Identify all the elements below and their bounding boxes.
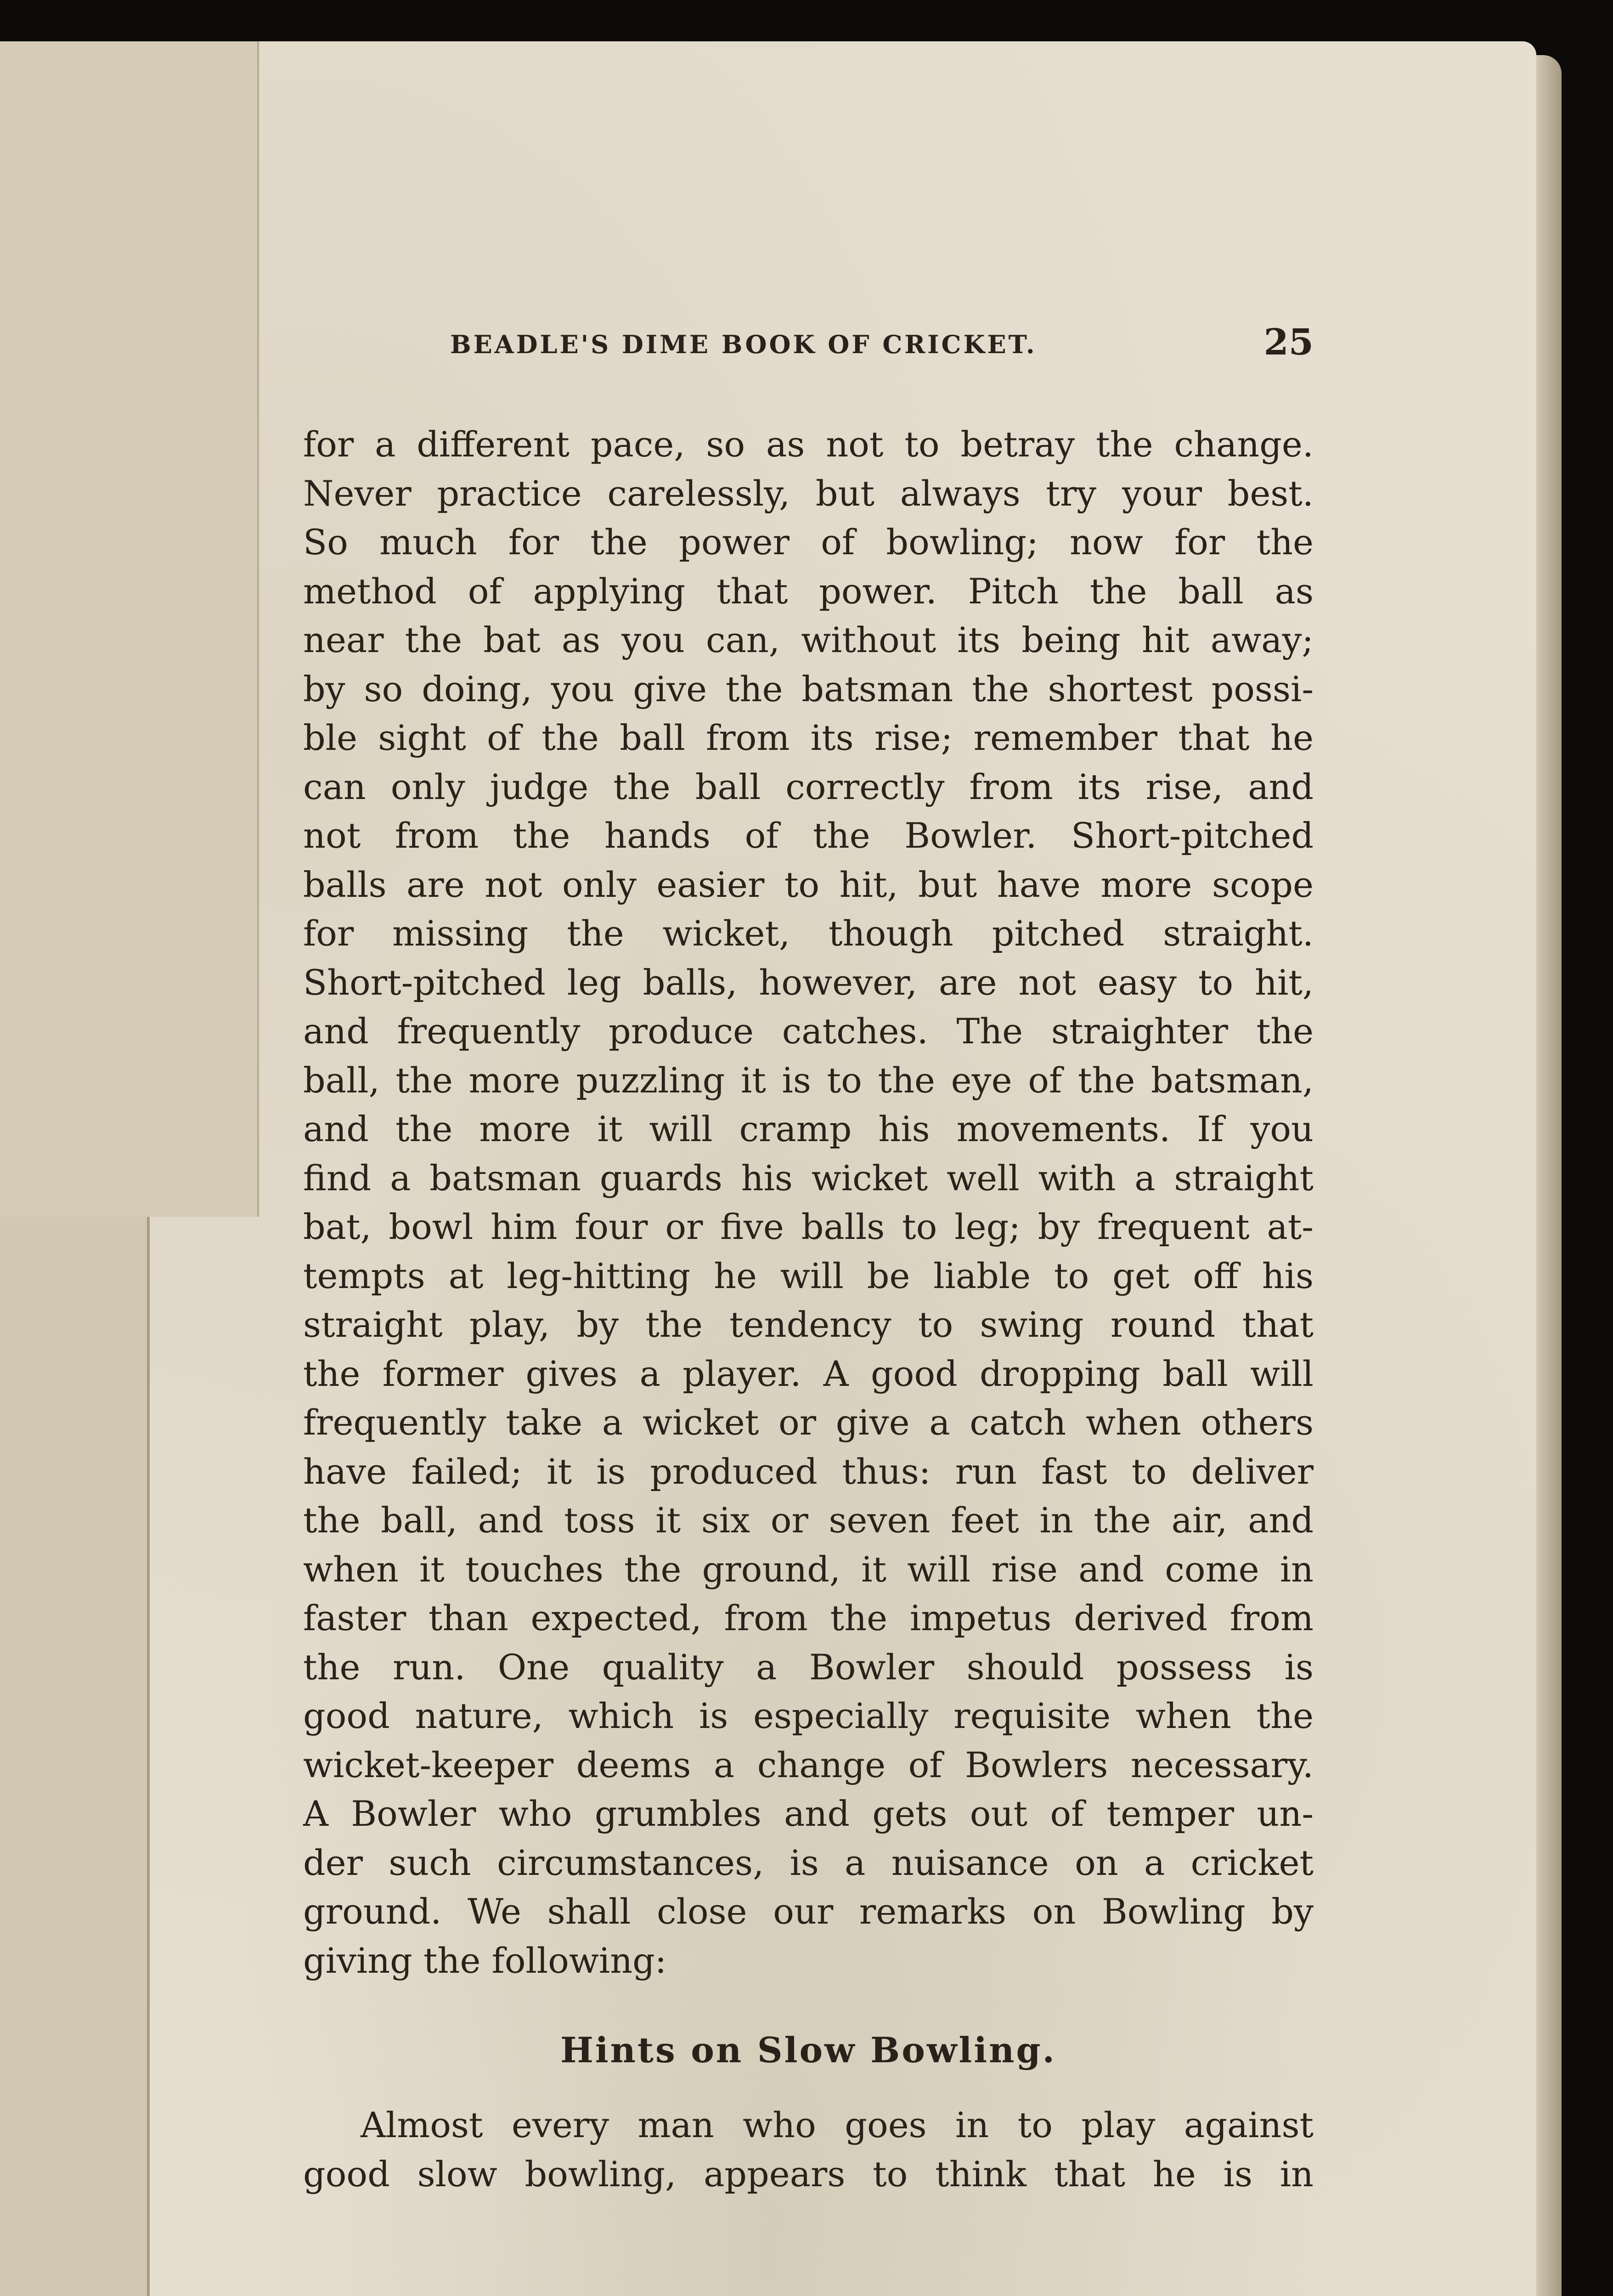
text-line: tempts at leg-hitting he will be liable to get off his bbox=[303, 1255, 1314, 1296]
text-line: for a different pace, so as not to betray the change. bbox=[303, 424, 1314, 465]
page-header bbox=[303, 321, 1314, 367]
body-paragraph bbox=[303, 420, 1314, 1985]
text-line: balls are not only easier to hit, but have more scope bbox=[303, 864, 1314, 905]
text-line: der such circumstances, is a nuisance on a cricket bbox=[303, 1842, 1314, 1883]
text-line: giving the following: bbox=[303, 1940, 667, 1981]
text-line: A Bowler who grumbles and gets out of temper un- bbox=[303, 1793, 1314, 1834]
text-line: wicket-keeper deems a change of Bowlers necessary. bbox=[303, 1744, 1314, 1785]
text-line: Almost every man who goes in to play against bbox=[361, 2105, 1314, 2145]
binding-strip bbox=[0, 41, 259, 1217]
text-line: and frequently produce catches. The straighter the bbox=[303, 1011, 1314, 1052]
text-line: faster than expected, from the impetus derived from bbox=[303, 1598, 1314, 1638]
text-line: the run. One quality a Bowler should possess is bbox=[303, 1646, 1314, 1688]
text-line: when it touches the ground, it will rise and come in bbox=[303, 1548, 1314, 1590]
running-title: BEADLE'S DIME BOOK OF CRICKET. bbox=[450, 330, 1037, 359]
text-line: So much for the power of bowling; now for the bbox=[303, 522, 1314, 563]
text-line: ble sight of the ball from its rise; remember that he bbox=[303, 717, 1314, 758]
text-line: straight play, by the tendency to swing round that bbox=[303, 1304, 1314, 1345]
text-line: and the more it will cramp his movements. If you bbox=[303, 1109, 1314, 1149]
text-line: method of applying that power. Pitch the ball as bbox=[303, 570, 1314, 612]
binding-strip-lower bbox=[0, 1217, 150, 2296]
text-line: good nature, which is especially requisite when the bbox=[303, 1695, 1314, 1736]
section-heading: Hints on Slow Bowling. bbox=[560, 2030, 1056, 2071]
text-line: the ball, and toss it six or seven feet in the air, and bbox=[303, 1500, 1314, 1541]
page-number: 25 bbox=[1263, 321, 1314, 363]
text-line: near the bat as you can, without its being hit away; bbox=[303, 619, 1314, 660]
text-line: ball, the more puzzling it is to the eye of the batsman, bbox=[303, 1059, 1314, 1101]
text-line: have failed; it is produced thus: run fast to deliver bbox=[303, 1451, 1314, 1492]
text-line: frequently take a wicket or give a catch when others bbox=[303, 1402, 1314, 1443]
text-line: find a batsman guards his wicket well with a straight bbox=[303, 1157, 1314, 1199]
text-line: not from the hands of the Bowler. Short-pitched bbox=[303, 815, 1314, 856]
text-line: for missing the wicket, though pitched straight. bbox=[303, 913, 1314, 954]
text-line: by so doing, you give the batsman the shortest possi- bbox=[303, 668, 1314, 709]
text-line: Short-pitched leg balls, however, are not easy to hit, bbox=[303, 962, 1314, 1003]
text-line: can only judge the ball correctly from its rise, and bbox=[303, 766, 1314, 807]
text-line: ground. We shall close our remarks on Bowling by bbox=[303, 1891, 1314, 1932]
text-line: bat, bowl him four or five balls to leg; by frequent at- bbox=[303, 1206, 1314, 1247]
text-line: good slow bowling, appears to think that he is in bbox=[303, 2153, 1314, 2195]
text-line: Never practice carelessly, but always try your best. bbox=[303, 473, 1314, 514]
text-line: the former gives a player. A good dropping ball will bbox=[303, 1353, 1314, 1394]
section-paragraph bbox=[303, 2101, 1314, 2199]
